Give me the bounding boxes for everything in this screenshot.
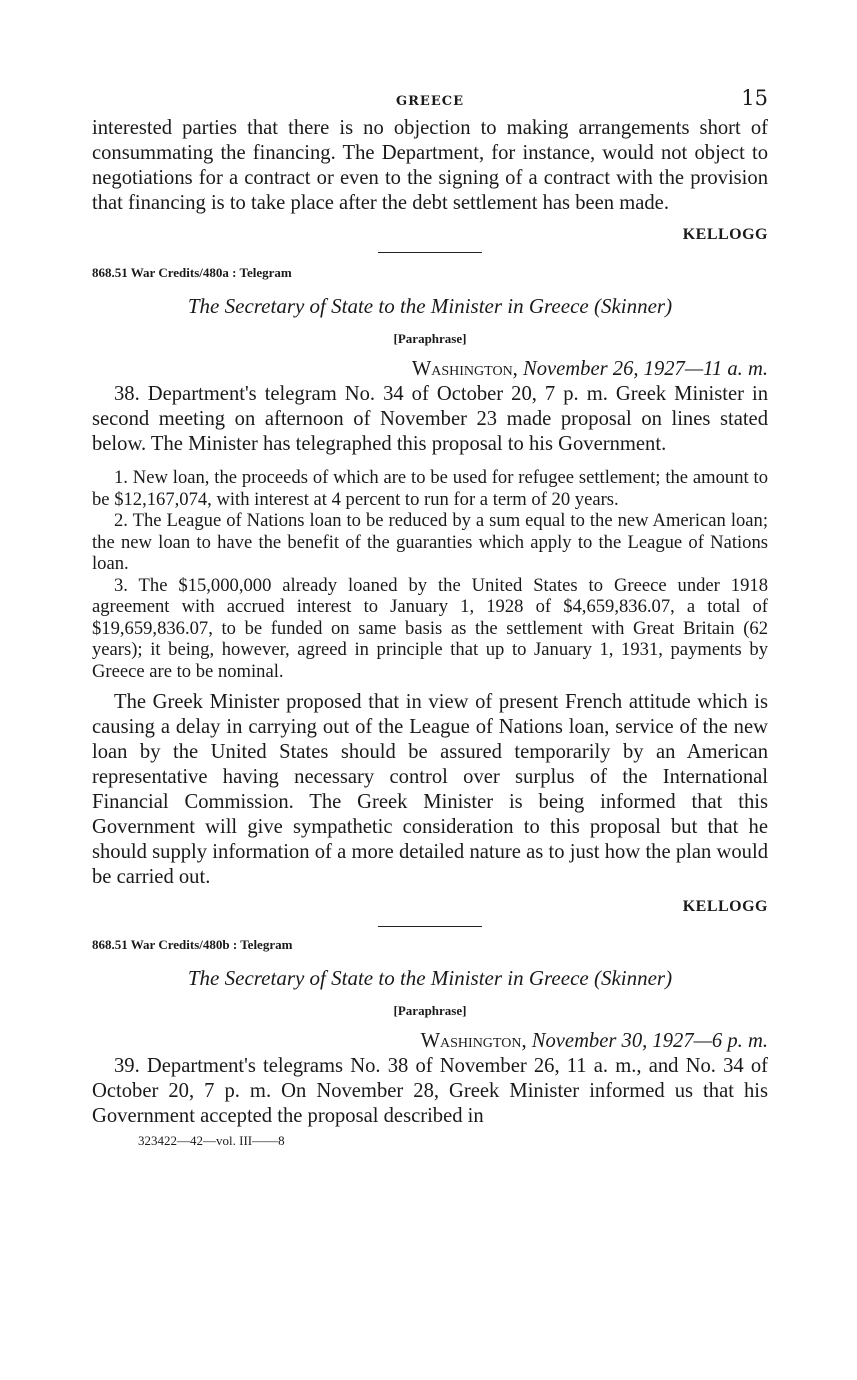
proposal-list: [92, 467, 768, 682]
document-title: The Secretary of State to the Minister in Greece (Skinner): [187, 966, 673, 990]
dateline: [92, 357, 768, 382]
document-title: The Secretary of State to the Minister in Greece (Skinner): [187, 294, 673, 318]
dateline: [92, 1029, 768, 1054]
printer-line: 323422—42—vol. III——8: [138, 1133, 285, 1148]
proposal-item: 3. The $15,000,000 already loaned by the United States to Greece under 1918 agreement with accrued interest to January 1, 1928 of $4,659,836.07, a total of $19,659,836.07, to be funded on same basis as the settlement with Great Britain (62 years); it being, however, agreed in principle that up to January 1, 1931, payments by Greece are to be nominal.: [92, 574, 768, 682]
file-reference: 868.51 War Credits/480a : Telegram: [92, 265, 292, 280]
telegram-paragraph: 39. Department's telegrams No. 38 of November 26, 11 a. m., and No. 34 of October 20, 7 p. m. On November 28, Greek Minister informed us that his Government accepted the proposal described in: [92, 1055, 768, 1127]
signature: KELLOGG: [682, 898, 768, 915]
page-number: 15: [741, 86, 768, 110]
dateline-date: November 26, 1927—11 a. m.: [522, 358, 768, 380]
paraphrase-note: [Paraphrase]: [393, 1003, 467, 1018]
section-divider: [378, 926, 482, 927]
opening-paragraph: interested parties that there is no objection to making arrangements short of consummating the financing. The Department, for instance, would not object to negotiations for a contract or even to the signing of a contract with the provision that financing is to take place after the debt settlement has been made.: [92, 117, 768, 214]
telegram-paragraph: 38. Department's telegram No. 34 of October 20, 7 p. m. Greek Minister in second meeting on afternoon of November 23 made proposal on lines stated below. The Minister has telegraphed this proposal to his Government.: [92, 383, 768, 455]
running-head: [92, 86, 768, 116]
signature: KELLOGG: [682, 226, 768, 243]
dateline-date: November 30, 1927—6 p. m.: [531, 1030, 768, 1052]
dateline-place: Washington,: [420, 1030, 527, 1052]
document-page: [92, 86, 768, 1149]
proposal-item: 2. The League of Nations loan to be reduced by a sum equal to the new American loan; the new loan to have the benefit of the guaranties which apply to the League of Nations loan.: [92, 510, 768, 574]
paraphrase-note: [Paraphrase]: [393, 331, 467, 346]
dateline-place: Washington,: [411, 358, 518, 380]
telegram-paragraph: The Greek Minister proposed that in view of present French attitude which is causing a delay in carrying out of the League of Nations loan, service of the new loan by the United States should be assured temporarily by an American representative having necessary control over surplus of the International Financial Commission. The Greek Minister is being informed that this Government will give sympathetic consideration to this proposal but that he should supply information of a more detailed nature as to just how the plan would be carried out.: [92, 691, 768, 888]
file-reference: 868.51 War Credits/480b : Telegram: [92, 937, 293, 952]
proposal-item: 1. New loan, the proceeds of which are to be used for refugee settlement; the amount to be $12,167,074, with interest at 4 percent to run for a term of 20 years.: [92, 467, 768, 510]
running-title: GREECE: [396, 94, 464, 109]
section-divider: [378, 252, 482, 253]
